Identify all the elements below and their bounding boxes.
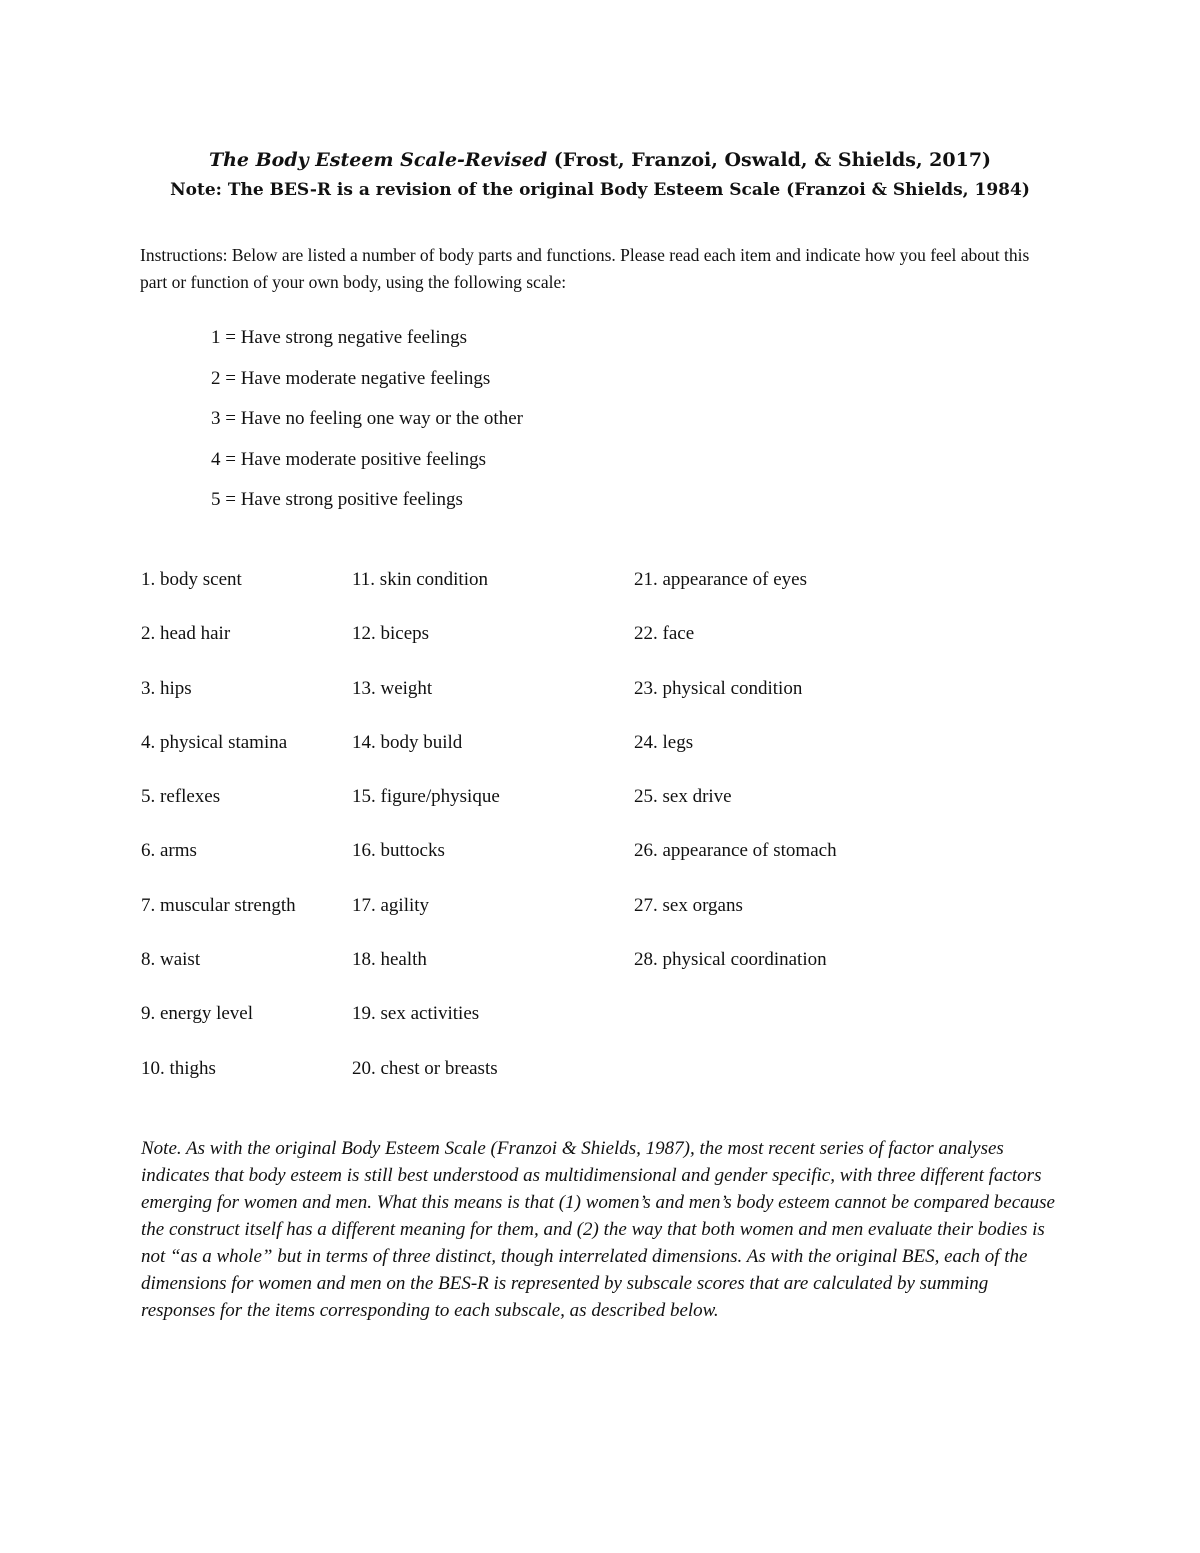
list-item: 9. energy level [141, 1003, 254, 1025]
list-item: 21. appearance of eyes [634, 569, 808, 590]
scale-item-2: 2 = Have moderate negative feelings [211, 367, 491, 389]
scale-item-1: 1 = Have strong negative feelings [211, 327, 468, 348]
list-item: 28. physical coordination [634, 949, 827, 971]
list-item: 6. arms [141, 840, 197, 862]
list-item: 2. head hair [141, 623, 231, 645]
list-item: 1. body scent [141, 569, 242, 590]
scale-item-5: 5 = Have strong positive feelings [211, 489, 463, 511]
list-item: 23. physical condition [634, 677, 803, 699]
list-item: 10. thighs [141, 1057, 216, 1079]
list-item: 8. waist [141, 949, 201, 971]
list-item: 24. legs [634, 731, 694, 753]
list-item: 4. physical stamina [141, 731, 288, 753]
list-item: 20. chest or breasts [352, 1057, 498, 1079]
scale-item-3: 3 = Have no feeling one way or the other [211, 408, 523, 430]
note-paragraph: Note. As with the original Body Esteem Scale (Franzoi & Shields, 1987), the most recent series of factor analyses indicates that body esteem is still best understood as multidimensional and gender specific, with three different factors emerging for women and men. What this means is that (1) women’s and men’s body esteem cannot be compared because the construct itself has a different meaning for them, and (2) the way that both women and men evaluate their bodies is not “as a whole” but in terms of three distinct, though interrelated dimensions. As with the original BES, each of the dimensions for women and men on the BES-R is represented by subscale scores that are calculated by summing responses for the items corresponding to each subscale, as described below. [141, 1138, 1055, 1321]
document-title [0, 147, 1200, 173]
list-item: 7. muscular strength [141, 894, 296, 916]
list-item: 25. sex drive [634, 786, 732, 808]
list-item: 16. buttocks [352, 840, 445, 862]
list-item: 11. skin condition [352, 569, 488, 590]
list-item: 13. weight [352, 677, 433, 699]
list-item: 26. appearance of stomach [634, 840, 837, 862]
title-citation: (Frost, Franzoi, Oswald, & Shields, 2017) [547, 149, 992, 171]
list-item: 5. reflexes [141, 786, 221, 808]
rating-scale [211, 324, 523, 527]
list-item: 17. agility [352, 894, 430, 916]
items-column-3 [634, 566, 837, 1000]
list-item: 19. sex activities [352, 1003, 480, 1025]
list-item: 3. hips [141, 677, 192, 699]
list-item: 12. biceps [352, 623, 430, 645]
items-column-1 [141, 566, 296, 1109]
document-subtitle: Note: The BES-R is a revision of the original Body Esteem Scale (Franzoi & Shields, 1984) [170, 180, 1030, 200]
instructions-paragraph: Instructions: Below are listed a number of body parts and functions. Please read each item and indicate how you feel about this part or function of your own body, using the following scale: [140, 245, 1030, 292]
list-item: 18. health [352, 949, 427, 971]
list-item: 15. figure/physique [352, 786, 500, 808]
list-item: 14. body build [352, 731, 463, 753]
items-column-2 [352, 566, 500, 1109]
list-item: 27. sex organs [634, 894, 743, 916]
title-main: The Body Esteem Scale-Revised [208, 149, 548, 171]
list-item: 22. face [634, 623, 695, 645]
scale-item-4: 4 = Have moderate positive feelings [211, 448, 487, 470]
